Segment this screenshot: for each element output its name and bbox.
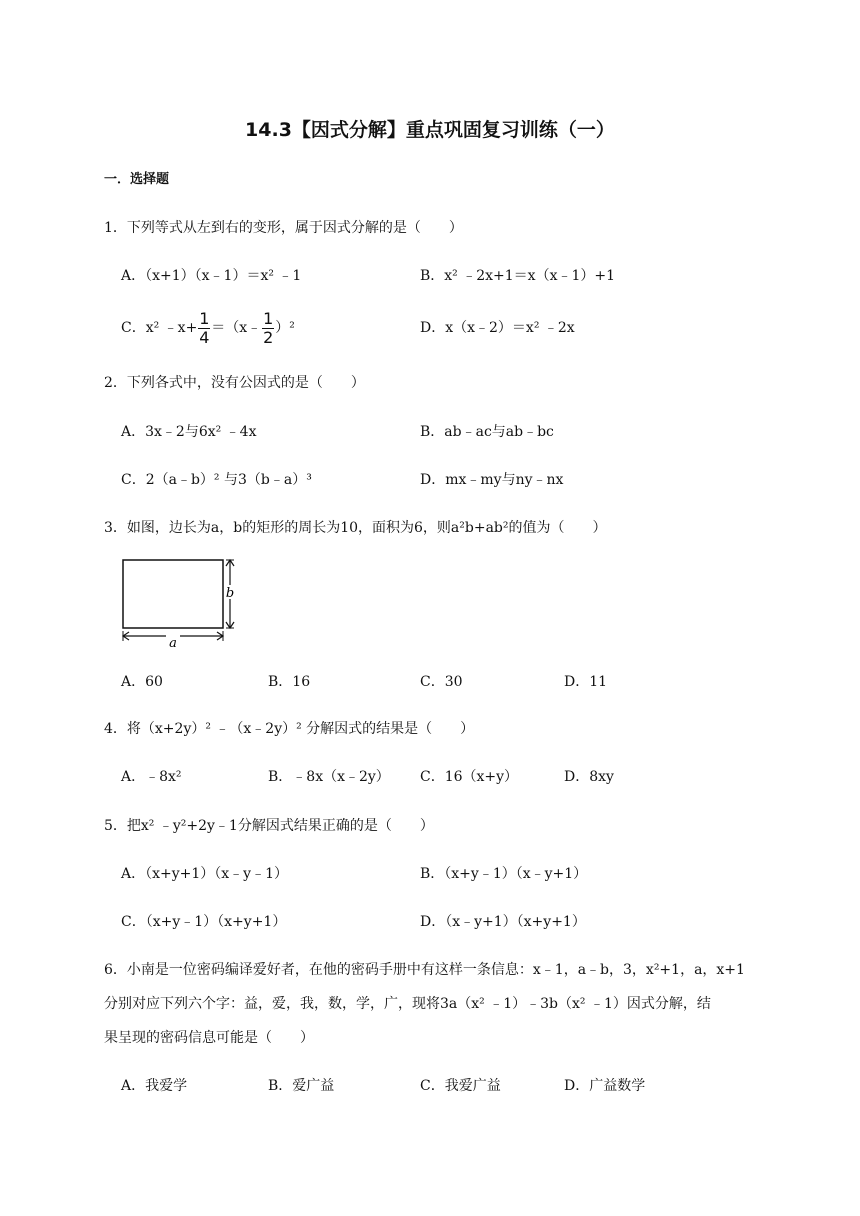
fraction-numerator: 1	[199, 308, 210, 328]
question-3-option-b: B．16	[268, 674, 311, 690]
option-c-prefix: C．x² ﹣x+	[121, 320, 198, 336]
rectangle-figure	[120, 556, 240, 651]
question-1-option-b: B．x² ﹣2x+1＝x（x﹣1）+1	[420, 268, 616, 284]
question-2-stem: 2．下列各式中，没有公因式的是（ ）	[104, 375, 365, 391]
label-b: b	[225, 586, 235, 601]
question-5-option-c: C．（x+y﹣1）（x+y+1）	[121, 914, 287, 930]
question-6-stem-line-3: 果呈现的密码信息可能是（ ）	[104, 1030, 314, 1046]
question-6-option-b: B．爱广益	[268, 1078, 335, 1094]
question-4-option-c: C．16（x+y）	[420, 769, 519, 785]
question-3-option-c: C．30	[420, 674, 463, 690]
question-2-option-b: B．ab﹣ac与ab﹣bc	[420, 424, 554, 440]
question-5-option-b: B．（x+y﹣1）（x﹣y+1）	[420, 866, 588, 882]
question-2-option-a: A．3x﹣2与6x² ﹣4x	[121, 424, 257, 440]
question-6-option-a: A．我爱学	[121, 1078, 188, 1094]
fraction-numerator: 1	[263, 308, 274, 328]
question-2-option-c: C．2（a﹣b）² 与3（b﹣a）³	[121, 472, 312, 488]
question-4-option-b: B．﹣8x（x﹣2y）	[268, 769, 390, 785]
question-4-stem: 4．将（x+2y）² ﹣（x﹣2y）² 分解因式的结果是（ ）	[104, 721, 475, 737]
question-1-option-c	[121, 308, 295, 348]
fraction-denominator: 2	[263, 327, 274, 347]
question-4-option-d: D．8xy	[564, 769, 614, 785]
question-3-stem: 3．如图，边长为a，b的矩形的周长为10，面积为6，则a²b+ab²的值为（ ）	[104, 520, 607, 536]
option-c-suffix: ）²	[275, 320, 295, 336]
fraction-one-quarter	[198, 308, 210, 347]
question-6-stem-line-2: 分别对应下列六个字：益，爱，我，数，学，广，现将3a（x² ﹣1）﹣3b（x² ﹣1）因式分解，结	[104, 996, 711, 1012]
question-5-stem: 5．把x² ﹣y²+2y﹣1分解因式结果正确的是（ ）	[104, 818, 434, 834]
question-6-option-c: C．我爱广益	[420, 1078, 501, 1094]
question-4-option-a: A．﹣8x²	[121, 769, 182, 785]
question-3-option-a: A．60	[121, 674, 163, 690]
rectangle-shape	[123, 560, 223, 628]
page-title: 14.3【因式分解】重点巩固复习训练（一）	[245, 119, 615, 141]
option-c-middle: ＝（x﹣	[211, 320, 262, 336]
question-1-stem: 1．下列等式从左到右的变形，属于因式分解的是（ ）	[104, 220, 463, 236]
question-5-option-a: A．（x+y+1）（x﹣y﹣1）	[121, 866, 288, 882]
section-heading: 一．选择题	[104, 172, 170, 187]
label-a: a	[169, 636, 177, 651]
question-1-option-d: D．x（x﹣2）＝x² ﹣2x	[420, 320, 575, 336]
fraction-denominator: 4	[199, 327, 210, 347]
question-5-option-d: D．（x﹣y+1）（x+y+1）	[420, 914, 586, 930]
question-2-option-d: D．mx﹣my与ny﹣nx	[420, 472, 564, 488]
question-3-option-d: D．11	[564, 674, 608, 690]
question-6-stem-line-1: 6．小南是一位密码编译爱好者，在他的密码手册中有这样一条信息：x﹣1，a﹣b，3，x²+1，a，x+1	[104, 962, 745, 978]
question-6-option-d: D．广益数学	[564, 1078, 646, 1094]
fraction-one-half	[262, 308, 274, 347]
question-1-option-a: A．（x+1）（x﹣1）＝x² ﹣1	[121, 268, 302, 284]
